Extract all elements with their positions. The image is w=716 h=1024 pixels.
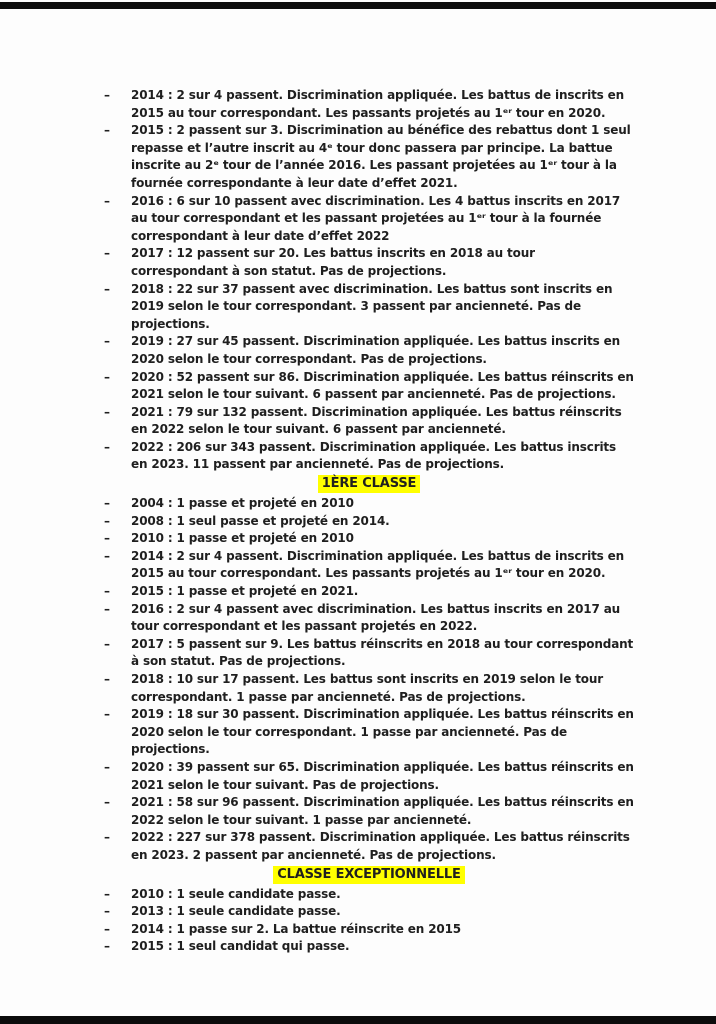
list-item-text: 2014 : 2 sur 4 passent. Discrimination appliquée. Les battus de inscrits en 2015 au tour correspondant. Les passants projetés au 1ᵉʳ tour en 2020. (131, 88, 625, 120)
list-item-text: 2017 : 12 passent sur 20. Les battus inscrits en 2018 au tour correspondant à son statut. Pas de projections. (131, 246, 535, 278)
list-item (104, 671, 634, 706)
list-item (104, 404, 634, 439)
list-item-text: 2010 : 1 passe et projeté en 2010 (131, 531, 354, 546)
bullet-dash: – (104, 246, 110, 261)
list-item (104, 513, 634, 531)
bullet-dash: – (104, 636, 110, 651)
bullet-dash: – (104, 795, 110, 810)
bullet-dash: – (104, 921, 110, 936)
list-item-text: 2021 : 58 sur 96 passent. Discrimination appliquée. Les battus réinscrits en 2022 selon le tour suivant. 1 passe par ancienneté. (131, 795, 634, 827)
bullet-dash: – (104, 88, 110, 102)
list-item-text: 2021 : 79 sur 132 passent. Discrimination appliquée. Les battus réinscrits en 2022 selon le tour suivant. 6 passent par ancienneté. (131, 404, 622, 437)
scan-artifact-top-bar (0, 2, 716, 9)
list-item-text: 2018 : 10 sur 17 passent. Les battus sont inscrits en 2019 selon le tour correspondant. 1 passe par ancienneté. Pas de projections. (131, 672, 604, 704)
section-heading: CLASSE EXCEPTIONNELLE (273, 866, 465, 884)
list-item-text: 2020 : 39 passent sur 65. Discrimination appliquée. Les battus réinscrits en 2021 selon le tour suivant. Pas de projections. (131, 759, 634, 792)
bullet-dash: – (104, 830, 110, 845)
list-item-text: 2013 : 1 seule candidate passe. (131, 904, 341, 919)
bullet-dash: – (104, 496, 110, 511)
list-item-text: 2015 : 1 passe et projeté en 2021. (131, 584, 359, 599)
list-item (104, 636, 634, 671)
list-item (104, 548, 634, 583)
scan-artifact-bottom-bar (0, 1016, 716, 1024)
bullet-dash: – (104, 531, 110, 546)
document-content (104, 87, 634, 956)
list-item (104, 530, 634, 548)
list-item-text: 2022 : 227 sur 378 passent. Discrimination appliquée. Les battus réinscrits en 2023. 2 passent par ancienneté. Pas de projections. (131, 830, 630, 862)
list-item (104, 122, 634, 192)
bullet-dash: – (104, 939, 110, 954)
list-item (104, 886, 634, 904)
list-item (104, 439, 634, 474)
list-item (104, 921, 634, 939)
list-item (104, 495, 634, 513)
bullet-dash: – (104, 193, 110, 208)
bullet-dash: – (104, 281, 110, 296)
section-heading-row (104, 866, 634, 884)
list-item-text: 2014 : 1 passe sur 2. La battue réinscrite en 2015 (131, 921, 461, 936)
list-item (104, 706, 634, 759)
list-item-text: 2022 : 206 sur 343 passent. Discrimination appliquée. Les battus inscrits en 2023. 11 passent par ancienneté. Pas de projections. (131, 439, 616, 472)
list-item (104, 193, 634, 246)
list-item-text: 2015 : 2 passent sur 3. Discrimination au bénéfice des rebattus dont 1 seul repasse et l’autre inscrit au 4ᵉ tour donc passera par principe. La battue inscrite au 2ᵉ tour de l’année 2016. Les passant projetées au 1ᵉʳ tour à la fournée correspondante à leur date d’effet 2021. (131, 123, 631, 190)
list-item (104, 87, 634, 122)
bullet-dash: – (104, 404, 110, 419)
list-item-text: 2019 : 18 sur 30 passent. Discrimination appliquée. Les battus réinscrits en 2020 selon le tour correspondant. 1 passe par ancienneté. Pas de projections. (131, 707, 634, 757)
bullet-dash: – (104, 548, 110, 563)
bullet-dash: – (104, 601, 110, 616)
list-item-text: 2018 : 22 sur 37 passent avec discrimination. Les battus sont inscrits en 2019 selon le tour correspondant. 3 passent par ancienneté. Pas de projections. (131, 281, 613, 331)
bullet-dash: – (104, 513, 110, 528)
list-item-text: 2020 : 52 passent sur 86. Discrimination appliquée. Les battus réinscrits en 2021 selon le tour suivant. 6 passent par ancienneté. Pas de projections. (131, 369, 634, 402)
list-item-text: 2008 : 1 seul passe et projeté en 2014. (131, 513, 390, 528)
list-item (104, 829, 634, 864)
section-heading-row (104, 475, 634, 493)
list-item-text: 2016 : 2 sur 4 passent avec discrimination. Les battus inscrits en 2017 au tour correspondant et les passant projetés en 2022. (131, 601, 621, 634)
section-heading: 1ÈRE CLASSE (318, 475, 421, 493)
list-item (104, 333, 634, 368)
list-item-text: 2017 : 5 passent sur 9. Les battus réinscrits en 2018 au tour correspondant à son statut. Pas de projections. (131, 636, 634, 669)
bullet-dash: – (104, 759, 110, 774)
list-item (104, 794, 634, 829)
list-item-text: 2010 : 1 seule candidate passe. (131, 886, 341, 901)
bullet-dash: – (104, 584, 110, 599)
bullet-dash: – (104, 672, 110, 686)
list-item (104, 903, 634, 921)
list-item-text: 2016 : 6 sur 10 passent avec discrimination. Les 4 battus inscrits en 2017 au tour correspondant et les passant projetées au 1ᵉʳ tour à la fournée correspondant à leur date d’effet 2022 (131, 193, 621, 243)
list-item-text: 2015 : 1 seul candidat qui passe. (131, 939, 350, 954)
list-item-text: 2014 : 2 sur 4 passent. Discrimination appliquée. Les battus de inscrits en 2015 au tour correspondant. Les passants projetés au 1ᵉʳ tour en 2020. (131, 548, 625, 581)
list-item-text: 2019 : 27 sur 45 passent. Discrimination appliquée. Les battus inscrits en 2020 selon le tour correspondant. Pas de projections. (131, 334, 621, 366)
list-item (104, 583, 634, 601)
bullet-dash: – (104, 707, 110, 722)
bullet-dash: – (104, 439, 110, 454)
list-item (104, 369, 634, 404)
bullet-dash: – (104, 334, 110, 349)
bullet-dash: – (104, 904, 110, 919)
list-item (104, 601, 634, 636)
list-item-text: 2004 : 1 passe et projeté en 2010 (131, 496, 354, 511)
bullet-dash: – (104, 369, 110, 384)
list-item (104, 759, 634, 794)
list-item (104, 281, 634, 334)
bullet-dash: – (104, 886, 110, 901)
bullet-dash: – (104, 123, 110, 138)
list-item (104, 938, 634, 956)
list-item (104, 245, 634, 280)
